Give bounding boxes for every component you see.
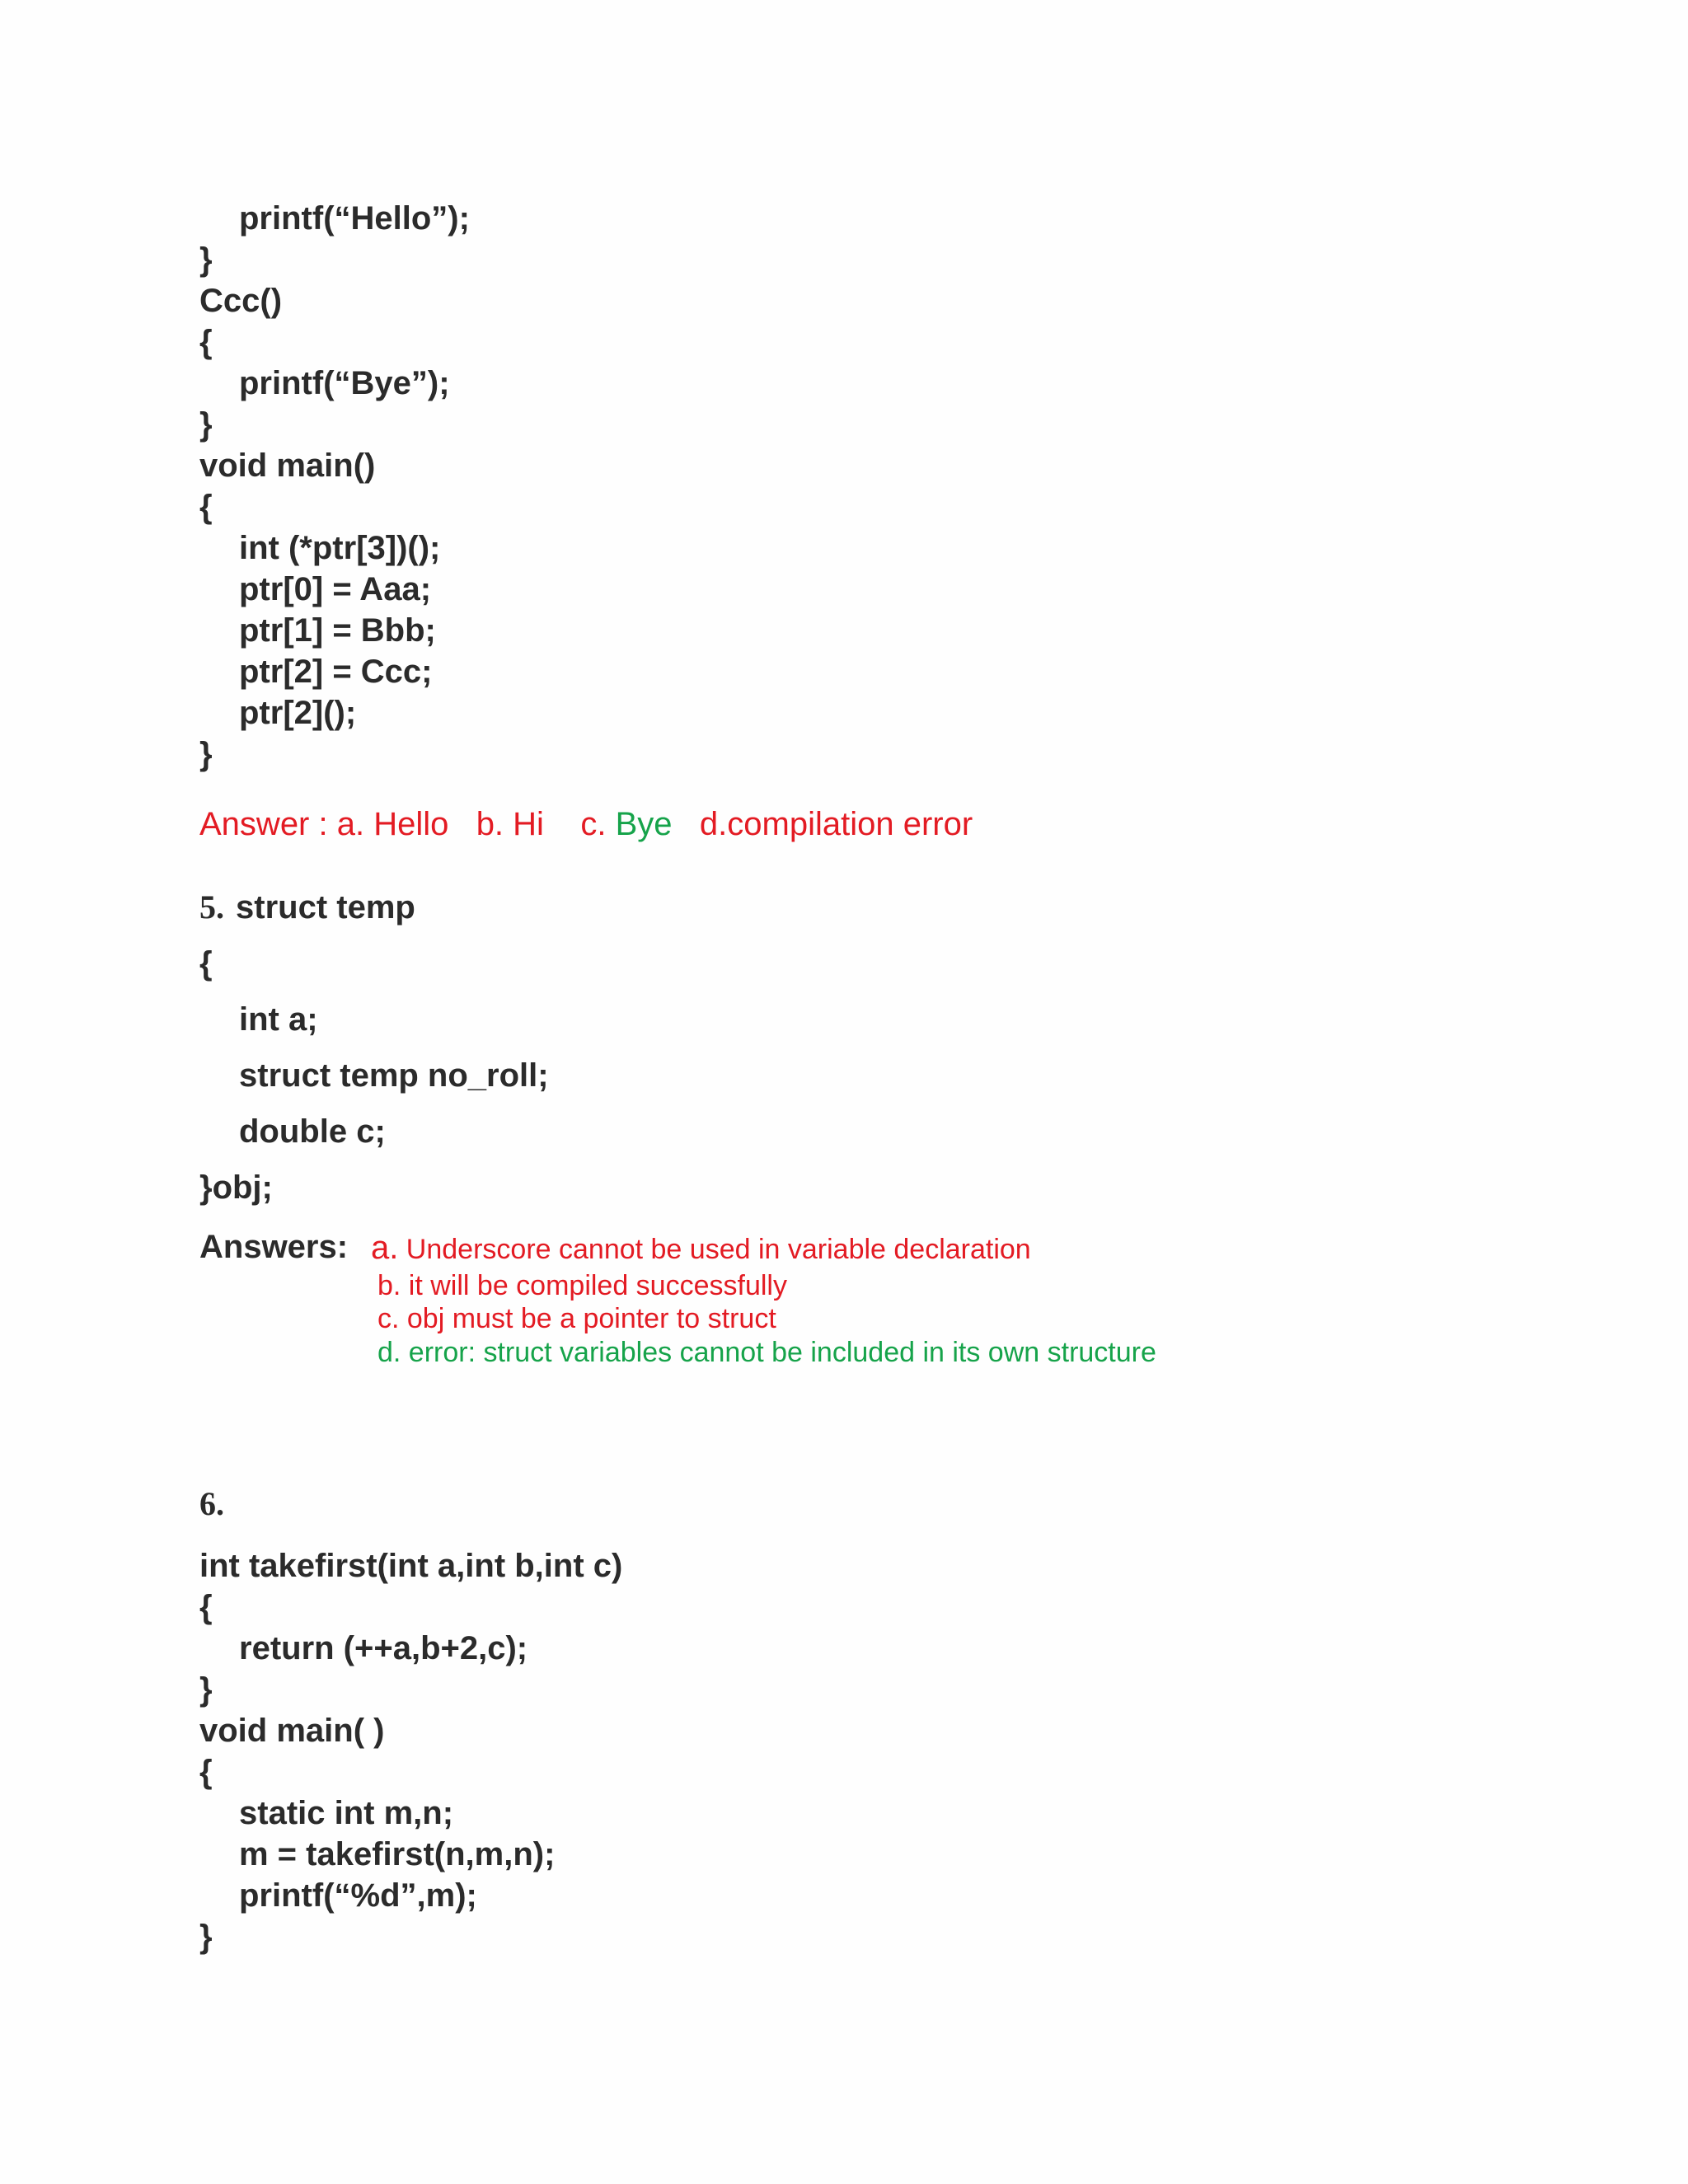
code-line: } xyxy=(199,1919,213,1955)
option-a-letter: a. xyxy=(371,1230,399,1266)
code-line: m = takefirst(n,m,n); xyxy=(239,1836,556,1872)
code-line: } xyxy=(199,406,213,443)
code-line: void main( ) xyxy=(199,1713,385,1749)
code-line: ptr[2] = Ccc; xyxy=(239,654,433,690)
code-line: Ccc() xyxy=(199,283,283,319)
code-line: printf(“%d”,m); xyxy=(239,1877,477,1914)
question-number: 6. xyxy=(199,1485,224,1522)
option-c-prefix: c. xyxy=(580,806,616,842)
code-line: ptr[2](); xyxy=(239,695,357,731)
option-c-correct: Bye xyxy=(615,806,673,842)
code-line: { xyxy=(199,945,213,982)
code-line: } xyxy=(199,736,213,772)
option-c: c. obj must be a pointer to struct xyxy=(377,1303,776,1334)
code-line: void main() xyxy=(199,448,376,484)
code-line: ptr[1] = Bbb; xyxy=(239,612,436,649)
code-line: struct temp no_roll; xyxy=(239,1057,549,1094)
code-line: ptr[0] = Aaa; xyxy=(239,571,432,607)
option-a-text: Underscore cannot be used in variable declaration xyxy=(398,1234,1031,1265)
answer-label: Answer : xyxy=(199,806,337,842)
option-a xyxy=(371,1231,1031,1266)
q4-answer-line xyxy=(199,804,973,845)
code-line: int a; xyxy=(239,1001,318,1038)
code-line: int takefirst(int a,int b,int c) xyxy=(199,1548,623,1584)
code-line: printf(“Hello”); xyxy=(239,200,470,237)
code-line: } xyxy=(199,1671,213,1708)
option-d-correct: d. error: struct variables cannot be included in its own structure xyxy=(377,1337,1156,1368)
option-d: d.compilation error xyxy=(699,806,973,842)
option-b: b. it will be compiled successfully xyxy=(377,1270,787,1301)
code-line: { xyxy=(199,1754,213,1790)
code-line: double c; xyxy=(239,1113,386,1150)
code-line: } xyxy=(199,241,213,278)
code-line: static int m,n; xyxy=(239,1795,454,1831)
code-line: int (*ptr[3])(); xyxy=(239,530,441,566)
answers-label: Answers: xyxy=(199,1229,349,1265)
code-line: { xyxy=(199,1589,213,1625)
code-line: { xyxy=(199,324,213,360)
code-line: return (++a,b+2,c); xyxy=(239,1630,528,1666)
code-line: }obj; xyxy=(199,1169,273,1206)
question-number: 5. xyxy=(199,888,224,926)
code-line: { xyxy=(199,489,213,525)
option-a: a. Hello xyxy=(336,806,449,842)
option-b: b. Hi xyxy=(476,806,544,842)
code-line: struct temp xyxy=(236,889,415,926)
code-line: printf(“Bye”); xyxy=(239,365,450,401)
